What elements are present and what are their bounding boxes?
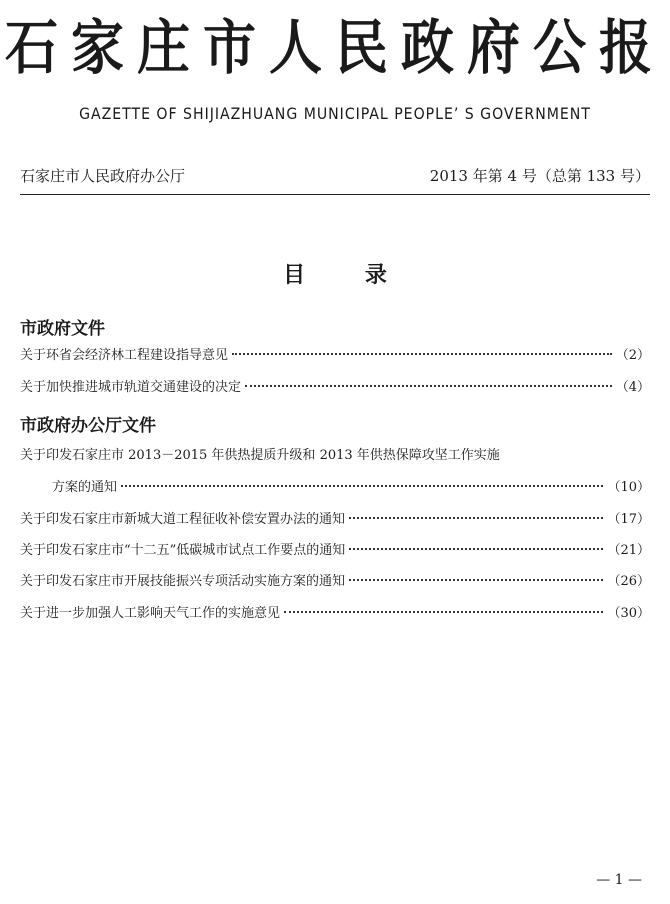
toc-entry-title: 关于加快推进城市轨道交通建设的决定: [20, 380, 242, 395]
publisher: 石家庄市人民政府办公厅: [20, 167, 186, 185]
leader-dots: [349, 548, 603, 550]
toc-entry-title: 关于进一步加强人工影响天气工作的实施意见: [20, 606, 281, 621]
toc-entry-page: （26）: [607, 574, 650, 589]
toc-entry-page: （21）: [607, 543, 650, 558]
toc-entry-page: （10）: [607, 480, 650, 495]
toc-entry[interactable]: [20, 510, 650, 530]
leader-dots: [232, 353, 612, 355]
toc-entry-title: 关于印发石家庄市“十二五”低碳城市试点工作要点的通知: [20, 543, 346, 558]
toc-entry-title-line1[interactable]: 关于印发石家庄市 2013－2015 年供热提质升级和 2013 年供热保障攻坚工作实施: [20, 448, 500, 463]
toc-entry[interactable]: [20, 541, 650, 561]
gazette-subtitle: GAZETTE OF SHIJIAZHUANG MUNICIPAL PEOPLE’ S GOVERNMENT: [79, 104, 591, 123]
toc-entry-page: （17）: [607, 512, 650, 527]
toc-title: 目 录: [283, 263, 387, 288]
issue-number: 2013 年第 4 号（总第 133 号）: [429, 167, 650, 185]
toc-entry-title: 关于印发石家庄市新城大道工程征收补偿安置办法的通知: [20, 512, 346, 527]
toc-entry-title: 方案的通知: [52, 480, 118, 495]
toc-entry-page: （30）: [607, 606, 650, 621]
toc-entry[interactable]: [52, 478, 650, 498]
section-heading: 市政府办公厅文件: [20, 416, 156, 436]
toc-entry-title: 关于印发石家庄市开展技能振兴专项活动实施方案的通知: [20, 574, 346, 589]
toc-entry-title: 关于环省会经济林工程建设指导意见: [20, 348, 229, 363]
leader-dots: [284, 611, 603, 613]
toc-entry[interactable]: [20, 604, 650, 624]
toc-entry-page: （2）: [615, 348, 650, 363]
leader-dots: [121, 485, 603, 487]
toc-entry[interactable]: [20, 572, 650, 592]
toc-entry-page: （4）: [615, 380, 650, 395]
section-heading: 市政府文件: [20, 319, 105, 339]
page-number: — 1 —: [596, 872, 642, 888]
header-divider: [20, 194, 650, 195]
leader-dots: [349, 579, 603, 581]
issue-info-row: [20, 165, 650, 186]
leader-dots: [349, 517, 603, 519]
toc-entry[interactable]: [20, 378, 650, 398]
toc-entry[interactable]: [20, 346, 650, 366]
leader-dots: [245, 385, 612, 387]
gazette-title: 石家庄市人民政府公报: [5, 14, 665, 83]
